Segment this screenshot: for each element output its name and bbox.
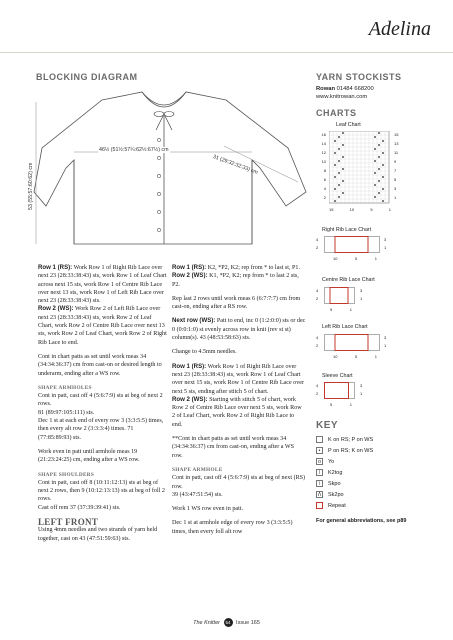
left-front-heading: LEFT FRONT [38, 517, 99, 528]
left-rib-chart-grid [324, 334, 380, 352]
key-list [316, 434, 373, 511]
shape-shoulders-heading: SHAPE SHOULDERS [38, 471, 95, 478]
right-rib-rows-left: 4 2 [316, 237, 319, 250]
centre-rib-cols: 5 1 [330, 307, 352, 312]
key-item: • P on RS; K on WS [316, 445, 373, 456]
centre-rib-rows-left: 4 2 [316, 288, 319, 301]
instructions-column-1 [38, 264, 168, 549]
left-rib-rows-right: 3 1 [384, 335, 387, 348]
pattern-title: Adelina [368, 18, 431, 40]
key-item: \ Skpo [316, 478, 373, 489]
k2tog-symbol: / [316, 469, 323, 476]
yarn-stockist-info [316, 85, 374, 101]
sleeve-rows-right: 3 1 [360, 383, 363, 396]
col1-p7: Work even in patt until armhole meas 19 (21:23:24:25) cm, ending after a WS row. [38, 448, 140, 464]
left-rib-rows-left: 4 2 [316, 335, 319, 348]
col2-p8: **Cont in chart patts as set until work meas 34 (34:34:36:37) cm from cast-on, ending after a WS row. [172, 436, 295, 459]
magazine-name: The Knitter [193, 619, 220, 626]
col2-row1b: Row 1 (RS): Work Row 1 of Right Rib Lace over next 23 (28:33:38:43) sts, work Row 1 of Leaf Chart over next 15 sts, work Row 1 of Centre Rib Lace over next 5 sts, ending after stitch 5 of chart. [172, 362, 305, 395]
col2-p5: Change to 4.5mm needles. [172, 349, 237, 356]
col1-p10: Using 4mm needles and two strands of yarn held together, cast on 43 (47:51:59:63) sts. [38, 527, 158, 542]
abbreviations-note: For general abbreviations, see p89 [316, 518, 407, 524]
col1-p8: Cont in patt, cast off 8 (10:11:12:13) sts at beg of next 2 rows, then 9 (10:12:13:13) sts at beg of foll 2 rows. [38, 479, 165, 503]
key-item: Repeat [316, 500, 373, 511]
blocking-diagram [28, 88, 308, 253]
right-rib-chart-title: Right Rib Lace Chart [322, 227, 372, 233]
col2-next-row: Next row (WS): Patt to end, inc 0 (1:2:0:0) sts or dec 0 (0:0:1:0) st evenly across row in knit (rev st st) column(s). 43 (48:53:58:63) sts. [172, 317, 306, 342]
key-heading: KEY [316, 420, 339, 431]
sleeve-chart-title: Sleeve Chart [322, 373, 353, 379]
col2-row2: Row 2 (WS): K1, *P2, K2; rep from * to last 2 sts, P2. [172, 272, 299, 288]
sleeve-cols: 5 1 [330, 402, 352, 407]
key-item: / K2tog [316, 467, 373, 478]
purl-symbol: • [316, 447, 323, 454]
leaf-chart-rows-left: 16 14 12 10 8 6 4 2 [321, 132, 326, 200]
col2-p12: Dec 1 st at armhole edge of every row 3 (3:3:5:5) times, then every foll alt row [172, 520, 293, 535]
yarn-brand: Rowan [316, 86, 336, 92]
col1-p6: Dec 1 st at each end of every row 3 (3:3:5:5) times, then every alt row 2 (3:3:3:4) times. 71 (77:85:89:93) sts. [38, 418, 164, 441]
yarn-stockists-heading: YARN STOCKISTS [316, 72, 402, 82]
col2-p3: Rep last 2 rows until work meas 6 (6:7:7:7) cm from cast-on, ending after a RS row. [172, 295, 301, 311]
shape-armhole-heading: SHAPE ARMHOLE [172, 466, 223, 473]
sk2po-symbol: Λ [317, 491, 322, 498]
leaf-chart-rows-right: 15 13 11 9 7 5 3 1 [394, 132, 399, 200]
left-rib-chart-title: Left Rib Lace Chart [322, 324, 368, 330]
width-measure-label: 46½ (51½:57¼:62½:67½) cm [99, 147, 169, 153]
sleeve-rows-left: 4 2 [316, 383, 319, 396]
col1-p4: Cont in patt, cast off 4 (5:6:7:9) sts at beg of next 2 rows. [38, 393, 163, 408]
length-measure-label: 53 (55:57:60:62) cm [28, 162, 34, 210]
col2-p11: Work 1 WS row even in patt. [172, 506, 243, 513]
repeat-symbol [316, 502, 323, 509]
col2-p10: 39 (43:47:51:54) sts. [172, 491, 223, 498]
col1-row2: Row 2 (WS): Work Row 2 of Left Rib Lace over next 23 (28:33:38:43) sts, work Row 2 of Leaf Chart, work Row 2 of Centre Rib Lace over next 13 sts, work Row 2 of Leaf Chart, work Row 2 of Right Rib Lace to end. [38, 305, 167, 346]
col2-row2b: Row 2 (WS): Starting with stitch 5 of chart, work Row 2 of Centre Rib Lace over next 5 sts, work Row 2 of Leaf Chart, work Row 2 of Right Rib Lace to end. [172, 395, 302, 428]
col2-p9: Cont in patt, cast off 4 (5:6:7:9) sts at beg of next (RS) row. [172, 475, 306, 490]
header-rule [0, 52, 453, 53]
col1-p5: 81 (89:97:105:111) sts. [38, 409, 95, 416]
col1-row1: Row 1 (RS): Work Row 1 of Right Rib Lace over next 23 (28:33:38:43) sts, work Row 1 of Leaf Chart across next 15 sts, work Row 1 of Centre Rib Lace over next 13 sts, work Row 1 of Left Rib Lace over next 23 (28:33:38:43) sts. [38, 264, 167, 305]
col1-p3: Cont in chart patts as set until work meas 34 (34:34:36:37) cm from cast-on or desired length to underarm, ending after a WS row. [38, 353, 162, 377]
centre-rib-rows-right: 3 1 [360, 288, 363, 301]
leaf-chart-title: Leaf Chart [336, 122, 361, 128]
left-rib-cols: 10 5 1 [333, 354, 377, 359]
right-rib-cols: 10 5 1 [333, 256, 377, 261]
right-rib-chart-grid [324, 236, 380, 254]
blocking-diagram-heading: BLOCKING DIAGRAM [36, 72, 138, 82]
issue-number: Issue 165 [236, 619, 260, 626]
centre-rib-chart-grid [324, 287, 356, 305]
yarn-url[interactable]: www.knitrowan.com [316, 94, 368, 100]
skpo-symbol: \ [316, 480, 323, 487]
page-number: 54 [225, 620, 231, 625]
instructions-column-2 [172, 264, 306, 542]
leaf-chart-cols: 15 10 5 1 [329, 207, 391, 212]
key-item: K on RS; P on WS [316, 434, 373, 445]
col2-row1: Row 1 (RS): K2, *P2, K2; rep from * to last st, P1. [172, 264, 300, 271]
charts-heading: CHARTS [316, 108, 357, 118]
key-item: Λ Sk2po [317, 491, 344, 498]
sleeve-measure-label: 31 (29:32:32:33) cm [211, 154, 259, 176]
key-item: o Yo [316, 456, 373, 467]
shape-armholes-heading: SHAPE ARMHOLES [38, 384, 92, 391]
sleeve-chart-grid [324, 382, 356, 400]
yo-symbol: o [316, 458, 323, 465]
right-rib-rows-right: 3 1 [384, 237, 387, 250]
knit-symbol [316, 436, 323, 443]
yarn-phone: 01484 668200 [336, 86, 374, 92]
leaf-chart-grid [329, 131, 391, 205]
page-footer [0, 618, 453, 627]
col1-p9: Cast off rem 37 (37:39:39:41) sts. [38, 504, 121, 511]
centre-rib-chart-title: Centre Rib Lace Chart [322, 277, 375, 283]
